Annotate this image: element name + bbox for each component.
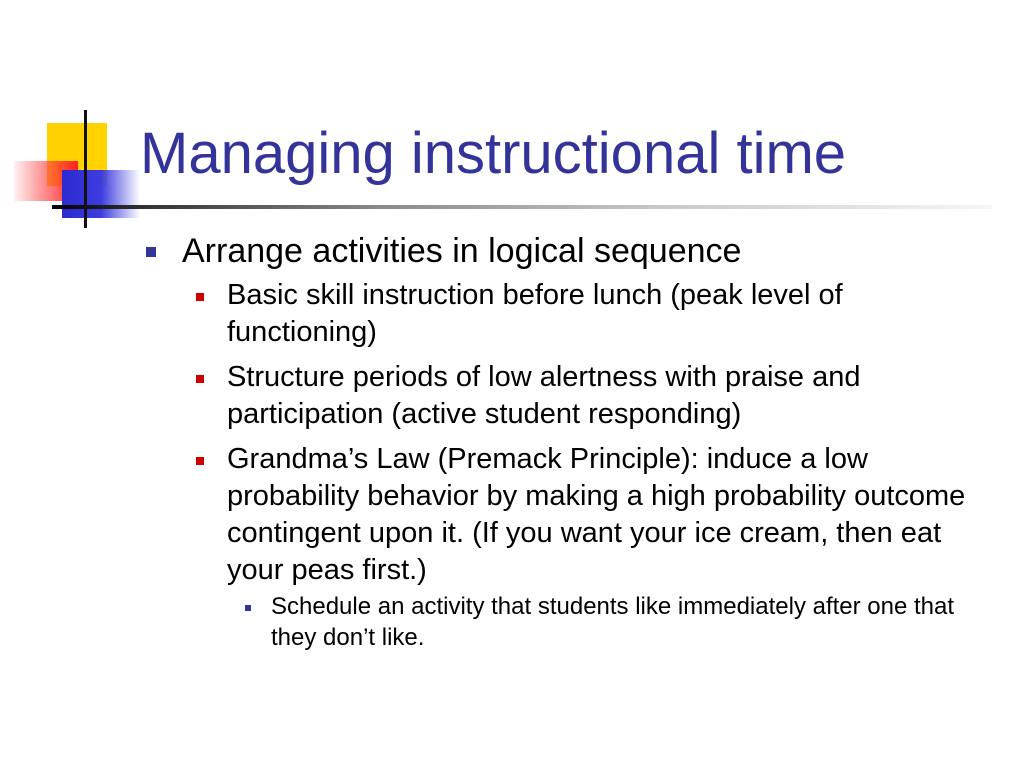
bullet-text: Basic skill instruction before lunch (peak level of functioning) xyxy=(227,279,843,348)
slide-title: Managing instructional time xyxy=(140,121,847,186)
decorative-corner-graphic xyxy=(0,0,150,240)
bullet-text: Structure periods of low alertness with praise and participation (active student responding) xyxy=(227,361,861,430)
square-bullet-icon xyxy=(196,293,204,301)
bullet-text: Grandma’s Law (Premack Principle): induce a low probability behavior by making a high probability outcome contingent upon it. (If you want your ice cream, then eat your peas first.) xyxy=(227,443,966,586)
square-bullet-icon xyxy=(196,457,204,465)
slide-body xyxy=(0,228,1024,653)
bullet-level2-item xyxy=(0,441,1024,589)
bullet-text: Schedule an activity that students like immediately after one that they don’t like. xyxy=(271,593,955,651)
bullet-text: Arrange activities in logical sequence xyxy=(182,232,742,270)
bullet-level2-item xyxy=(0,277,1024,351)
bullet-level3-item xyxy=(0,591,1024,653)
title-underline-rule xyxy=(52,205,992,209)
square-bullet-icon xyxy=(196,375,204,383)
square-bullet-icon xyxy=(146,247,156,257)
vertical-rule-decoration xyxy=(84,110,87,228)
bullet-level2-item xyxy=(0,359,1024,433)
square-bullet-icon xyxy=(245,605,251,611)
bullet-level1-item xyxy=(0,228,1024,274)
blue-gradient-decoration xyxy=(62,170,140,218)
